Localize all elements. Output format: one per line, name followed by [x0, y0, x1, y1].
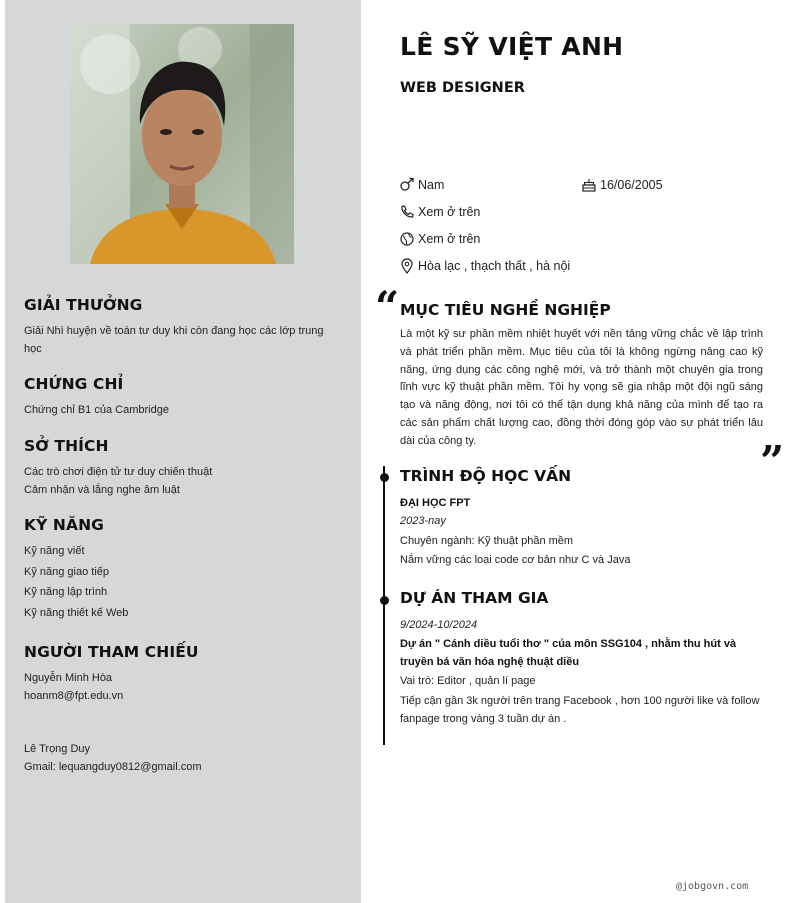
phone-info [399, 204, 480, 220]
website-value: Xem ở trên [418, 232, 481, 246]
education-school: ĐẠI HỌC FPT [400, 497, 471, 509]
skills-title: KỸ NĂNG [24, 516, 104, 534]
address-value: Hòa lạc , thạch thất , hà nội [418, 259, 571, 273]
birthdate-info [581, 177, 663, 193]
projects-title: DỰ ÁN THAM GIA [400, 589, 549, 607]
reference-name: Nguyễn Minh Hòa [24, 672, 113, 684]
timeline-line [383, 466, 385, 745]
candidate-role: WEB DESIGNER [400, 80, 525, 96]
hobby-item: Cảm nhận và lắng nghe âm luật [24, 483, 180, 496]
location-icon [399, 258, 415, 274]
references-section [24, 643, 340, 776]
skill-item: Kỹ năng lập trình [24, 586, 108, 599]
reference-email: hoanm8@fpt.edu.vn [24, 689, 124, 702]
hobbies-section [24, 437, 340, 499]
education-major: Chuyên ngành: Kỹ thuật phần mềm [400, 535, 574, 547]
website-info [399, 231, 480, 247]
quote-open-icon: “ [375, 282, 400, 331]
hobbies-title: SỞ THÍCH [24, 437, 109, 455]
birthdate-value: 16/06/2005 [600, 178, 663, 192]
objective-text: Là một kỹ sư phần mềm nhiệt huyết với nền tảng vững chắc về lập trình và phát triển phần mềm. Mục tiêu của tôi là không ngừng nâng cao kỹ năng, ứng dụng các công nghệ mới, và trở thành một chuyên gia trong lĩnh vực kỹ thuật phần mềm. Tôi hy vọng sẽ gia nhập một đội ngũ sáng tạo và năng động, nơi tôi có thể tận dụng khả năng của mình để tạo ra các sản phẩm chất lượng cao, đồng thời đóng góp vào sự phát triển lâu dài của công ty. [400, 328, 763, 447]
watermark: @jobgovn.com [676, 881, 749, 892]
certificates-section [24, 375, 340, 420]
quote-close-icon: ” [760, 437, 785, 486]
project-role: Vai trò: Editor , quản lí page [400, 675, 536, 687]
calendar-icon [581, 177, 597, 193]
timeline-dot [380, 596, 389, 605]
globe-icon [399, 231, 415, 247]
awards-section [24, 296, 340, 358]
phone-icon [399, 204, 415, 220]
education-period: 2023-nay [400, 515, 446, 527]
timeline-dot [380, 473, 389, 482]
objective-title: MỤC TIÊU NGHỀ NGHIỆP [400, 301, 611, 319]
skills-section [24, 516, 340, 624]
awards-text: Giải Nhì huyện về toán tư duy khi còn đang học các lớp trung học [24, 325, 324, 355]
references-title: NGƯỜI THAM CHIẾU [24, 643, 199, 661]
gender-info [399, 177, 444, 193]
certificates-title: CHỨNG CHỈ [24, 375, 124, 393]
address-info [399, 258, 570, 274]
hobby-item: Các trò chơi điện tử tư duy chiến thuật [24, 466, 213, 478]
project-result: Tiếp cận gần 3k người trên trang Facebook , hơn 100 người like và follow fanpage trong vàng 3 tuần dự án . [400, 695, 760, 725]
education-title: TRÌNH ĐỘ HỌC VẤN [400, 467, 572, 485]
skill-item: Kỹ năng viết [24, 545, 85, 557]
gender-icon [399, 177, 415, 193]
phone-value: Xem ở trên [418, 205, 481, 219]
reference-email: Gmail: lequangduy0812@gmail.com [24, 760, 202, 773]
profile-photo-image [70, 24, 294, 264]
certificates-text: Chứng chỉ B1 của Cambridge [24, 404, 169, 416]
skill-item: Kỹ năng giao tiếp [24, 565, 110, 578]
profile-photo [70, 24, 294, 264]
candidate-name: LÊ SỸ VIỆT ANH [400, 32, 624, 61]
education-detail: Nắm vững các loại code cơ bản như C và Java [400, 554, 631, 566]
reference-name: Lê Trọng Duy [24, 743, 91, 755]
awards-title: GIẢI THƯỞNG [24, 296, 143, 314]
skill-item: Kỹ năng thiết kế Web [24, 607, 129, 620]
project-period: 9/2024-10/2024 [400, 619, 478, 631]
project-name: Dự án " Cánh diều tuổi thơ " của môn SSG104 , nhằm thu hút và truyền bá văn hóa nghệ thuật diều [400, 638, 737, 668]
gender-value: Nam [418, 178, 445, 192]
